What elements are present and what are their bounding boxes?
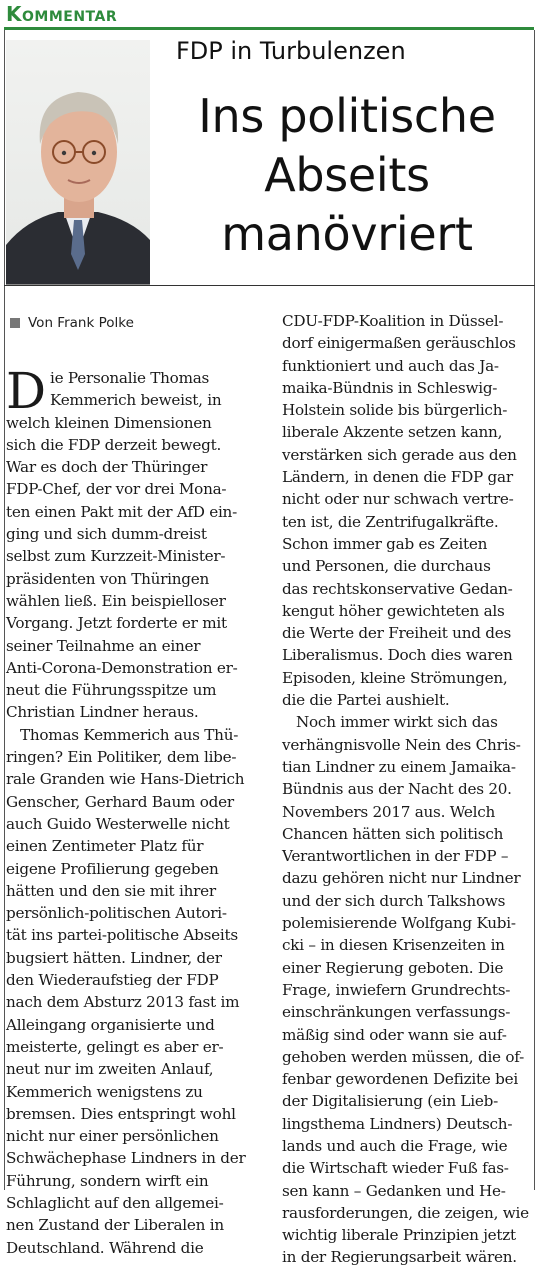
text-line: Schwächephase Lindners in der	[6, 1149, 246, 1168]
text-line: die Werte der Freiheit und des	[282, 624, 512, 643]
text-line: polemisierende Wolfgang Kubi-	[282, 914, 516, 933]
text-line: einschränkungen verfassungs-	[282, 1003, 511, 1022]
text-line: Bündnis aus der Nacht des 20.	[282, 780, 512, 799]
headline-line: Abseits	[264, 148, 430, 202]
text-line: ten ist, die Zentrifugalkräfte.	[282, 512, 499, 531]
text-line: tian Lindner zu einem Jamaika-	[282, 757, 516, 776]
text-line: bugsiert hätten. Lindner, der	[6, 948, 222, 967]
text-line: Vorgang. Jetzt forderte er mit	[6, 614, 227, 633]
text-line: cki – in diesen Krisenzeiten in	[282, 936, 505, 955]
text-line: die die Partei aushielt.	[282, 691, 450, 710]
text-line: nach dem Absturz 2013 fast im	[6, 993, 240, 1012]
text-line: wichtig liberale Prinzipien jetzt	[282, 1226, 516, 1245]
article-column-right	[282, 310, 532, 1269]
text-line: Episoden, kleine Strömungen,	[282, 668, 508, 687]
text-line: und der sich durch Talkshows	[282, 891, 506, 910]
portrait-photo-icon	[6, 40, 150, 284]
text-line: Ländern, in denen die FDP gar	[282, 468, 513, 487]
text-line: Verantwortlichen in der FDP –	[282, 847, 509, 866]
text-line: gehoben werden müssen, die of-	[282, 1047, 524, 1066]
text-line: Schon immer gab es Zeiten	[282, 534, 488, 553]
text-line: selbst zum Kurzzeit-Minister-	[6, 547, 226, 566]
text-line: verstärken sich gerade aus den	[282, 445, 517, 464]
text-line: ging und sich dumm-dreist	[6, 525, 207, 544]
article-column-left	[6, 362, 261, 1259]
headline	[160, 87, 534, 264]
text-line: nen Zustand der Liberalen in	[6, 1216, 224, 1235]
text-line: fenbar gewordenen Defizite bei	[282, 1070, 518, 1089]
text-line: seiner Teilnahme an einer	[6, 636, 201, 655]
text-line: Kemmerich wenigstens zu	[6, 1082, 203, 1101]
text-line: Thomas Kemmerich aus Thü-	[20, 725, 239, 744]
text-line: War es doch der Thüringer	[6, 458, 208, 477]
section-kicker: Kommentar	[6, 2, 118, 26]
text-line: Anti-Corona-Demonstration er-	[6, 658, 238, 677]
text-line: neut nur im zweiten Anlauf,	[6, 1060, 214, 1079]
text-line: Alleingang organisierte und	[6, 1015, 215, 1034]
text-line: neut die Führungsspitze um	[6, 681, 217, 700]
frame-right	[534, 30, 535, 1190]
text-line: Christian Lindner heraus.	[6, 703, 199, 722]
text-line: FDP-Chef, der vor drei Mona-	[6, 480, 227, 499]
text-line: lands und auch die Frage, wie	[282, 1136, 508, 1155]
text-line: präsidenten von Thüringen	[6, 569, 210, 588]
text-line: auch Guido Westerwelle nicht	[6, 814, 230, 833]
byline	[10, 315, 134, 331]
author-photo	[6, 40, 150, 285]
text-line: sich die FDP derzeit bewegt.	[6, 435, 222, 454]
text-line: hätten und den sie mit ihrer	[6, 881, 216, 900]
text-line: meisterte, gelingt es aber er-	[6, 1037, 224, 1056]
text-line: Novembers 2017 aus. Welch	[282, 802, 496, 821]
text-line: kengut höher gewichteten als	[282, 601, 505, 620]
text-line: Noch immer wirkt sich das	[296, 713, 498, 732]
text-line: lingsthema Lindners) Deutsch-	[282, 1114, 513, 1133]
text-line: tät ins partei-politische Abseits	[6, 926, 238, 945]
text-line: bremsen. Dies entspringt wohl	[6, 1104, 236, 1123]
text-line: ringen? Ein Politiker, dem libe-	[6, 748, 237, 767]
text-line: und Personen, die durchaus	[282, 557, 491, 576]
text-line: nicht nur einer persönlichen	[6, 1127, 219, 1146]
text-line: liberale Akzente setzen kann,	[282, 423, 503, 442]
frame-left	[4, 30, 5, 1190]
text-line: mäßig sind oder wann sie auf-	[282, 1025, 507, 1044]
text-line: maika-Bündnis in Schleswig-	[282, 378, 498, 397]
headline-divider	[4, 285, 535, 286]
byline-text: Von Frank Polke	[28, 315, 134, 331]
text-line: funktioniert und auch das Ja-	[282, 356, 499, 375]
text-line: Deutschland. Während die	[6, 1238, 204, 1257]
text-line: eigene Profilierung gegeben	[6, 859, 219, 878]
text-line: in der Regierungsarbeit wären.	[282, 1248, 517, 1267]
text-line: ten einen Pakt mit der AfD ein-	[6, 502, 237, 521]
text-line: nicht oder nur schwach vertre-	[282, 490, 514, 509]
headline-line: Ins politische	[198, 89, 496, 143]
text-line: Liberalismus. Doch dies waren	[282, 646, 513, 665]
text-line: einen Zentimeter Platz für	[6, 837, 204, 856]
text-line: der Digitalisierung (ein Lieb-	[282, 1092, 498, 1111]
text-line: das rechtskonservative Gedan-	[282, 579, 513, 598]
text-line: Chancen hätten sich politisch	[282, 824, 504, 843]
text-line: rausforderungen, die zeigen, wie	[282, 1203, 529, 1222]
text-line: wählen ließ. Ein beispielloser	[6, 591, 226, 610]
text-line: Holstein solide bis bürgerlich-	[282, 401, 508, 420]
text-line: persönlich-politischen Autori-	[6, 904, 227, 923]
text-line: Kemmerich beweist, in	[50, 391, 222, 410]
text-line: den Wiederaufstieg der FDP	[6, 971, 219, 990]
section-rule	[4, 27, 534, 30]
text-line: Frage, inwiefern Grundrechts-	[282, 980, 511, 999]
text-line: CDU-FDP-Koalition in Düssel-	[282, 312, 504, 330]
text-line: die Wirtschaft wieder Fuß fas-	[282, 1159, 509, 1178]
text-line: einer Regierung geboten. Die	[282, 958, 504, 977]
text-line: dorf einigermaßen geräuschlos	[282, 334, 516, 353]
text-line: Schlaglicht auf den allgemei-	[6, 1193, 224, 1212]
text-line: sen kann – Gedanken und He-	[282, 1181, 506, 1200]
text-line: Genscher, Gerhard Baum oder	[6, 792, 234, 811]
drop-cap: D	[6, 362, 47, 420]
subheadline: FDP in Turbulenzen	[176, 37, 406, 65]
text-line: welch kleinen Dimensionen	[6, 413, 212, 432]
text-line: dazu gehören nicht nur Lindner	[282, 869, 521, 888]
text-line: ie Personalie Thomas	[50, 369, 210, 387]
text-line: rale Granden wie Hans-Dietrich	[6, 770, 245, 789]
text-line: verhängnisvolle Nein des Chris-	[282, 735, 521, 754]
text-line: Führung, sondern wirft ein	[6, 1171, 209, 1190]
headline-line: manövriert	[221, 207, 473, 261]
square-bullet-icon	[10, 318, 20, 328]
